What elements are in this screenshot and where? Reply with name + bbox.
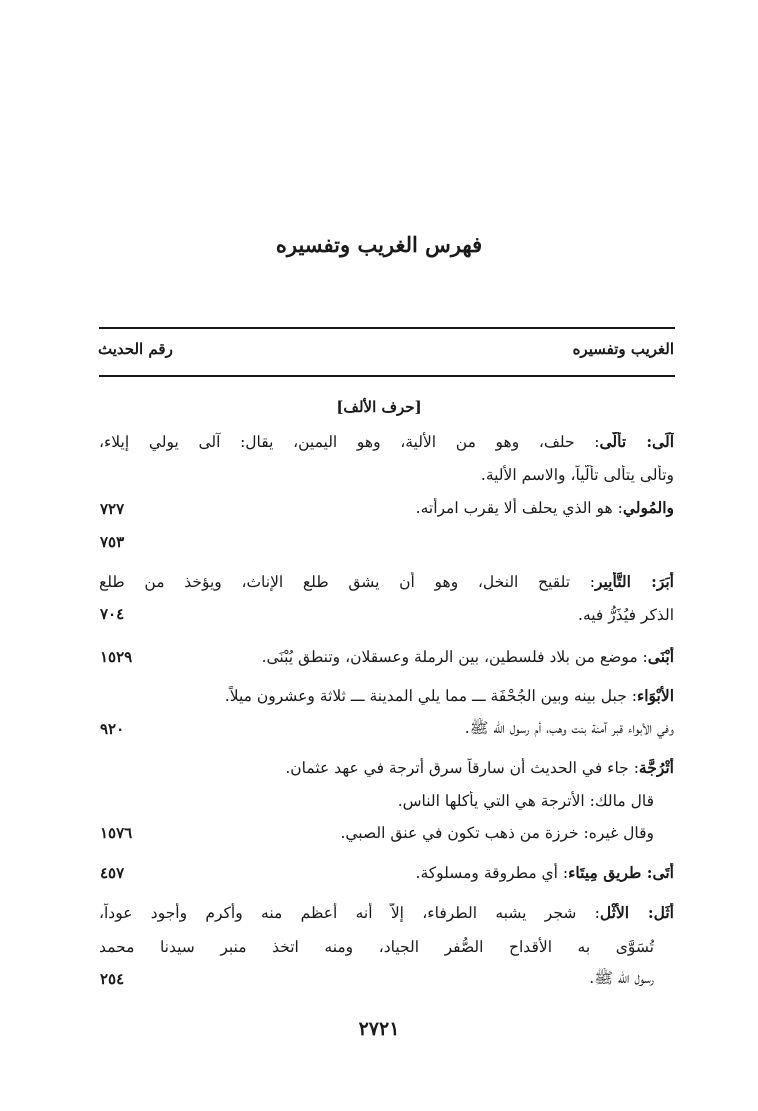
entry-line: رسول الله ﷺ. — [589, 969, 654, 987]
entry-line: أُتْرُجَّة: جاء في الحديث أن سارقاً سرق أترجة في عهد عثمان. — [285, 758, 674, 777]
hadith-number: ٧٥٣ — [100, 533, 125, 551]
column-header-gharib: الغريب وتفسيره — [572, 340, 674, 358]
hadith-number: ٤٥٧ — [100, 864, 125, 882]
hadith-number: ١٥٧٦ — [100, 824, 133, 842]
hadith-number: ٧٢٧ — [100, 500, 125, 518]
entry-line: وفي الأبواء قبر آمنة بنت وهب، أم رسول الله ﷺ. — [464, 719, 674, 737]
entry-line: وتألى يتألى تألّياً، والاسم الألية. — [480, 466, 674, 484]
entry-line: أَثَل: الأَثْل: شجر يشبه الطرفاء، إلاّ أنه أعظم منه وأكرم وأجود عوداً، — [99, 903, 674, 922]
page-number: ٢٧٢١ — [358, 1018, 400, 1040]
entry-line: الذكر فيُذَرُّ فيه. — [578, 606, 674, 624]
entry-line: أَبَرَ: التَّأْبِير: تلقيح النخل، وهو أن يشق طلع الإناث، ويؤخذ من طلع — [99, 572, 674, 591]
entry-line: قال مالك: الأترجة هي التي يأكلها الناس. — [397, 792, 654, 810]
column-header-hadith-number: رقم الحديث — [98, 340, 173, 358]
entry-line: وقال غيره: خرزة من ذهب تكون في عنق الصبي. — [340, 824, 654, 842]
header-rule-bottom — [99, 375, 675, 377]
entry-line: تُسَوَّى به الأقداح الصُّفر الجياد، ومنه اتخذ منبر سيدنا محمد — [99, 938, 654, 956]
hadith-number: ٧٠٤ — [100, 605, 125, 623]
entry-line: أَتَى: طريق مِيتَاء: أي مطروقة ومسلوكة. — [415, 863, 674, 882]
hadith-number: ٢٥٤ — [100, 970, 125, 988]
hadith-number: ١٥٢٩ — [100, 648, 133, 666]
section-heading: [حرف الألف] — [336, 398, 422, 416]
entry-line: آلَى: تألّى: حلف، وهو من الألية، وهو اليمين، يقال: آلى يولي إيلاء، — [99, 432, 674, 451]
entry-line: أُبْنَى: موضع من بلاد فلسطين، بين الرملة وعسقلان، وتنطق يُبْنَى. — [261, 647, 674, 666]
entry-line: الأَبْوَاء: جبل بينه وبين الجُحْفَة ـــ مما يلي المدينة ـــ ثلاثة وعشرون ميلاً. — [224, 686, 674, 705]
header-rule-top — [99, 327, 675, 329]
page-title: فهرس الغريب وتفسيره — [275, 232, 483, 257]
hadith-number: ٩٢٠ — [100, 720, 125, 738]
entry-line: والمُولي: هو الذي يحلف ألا يقرب امرأته. — [415, 498, 674, 517]
